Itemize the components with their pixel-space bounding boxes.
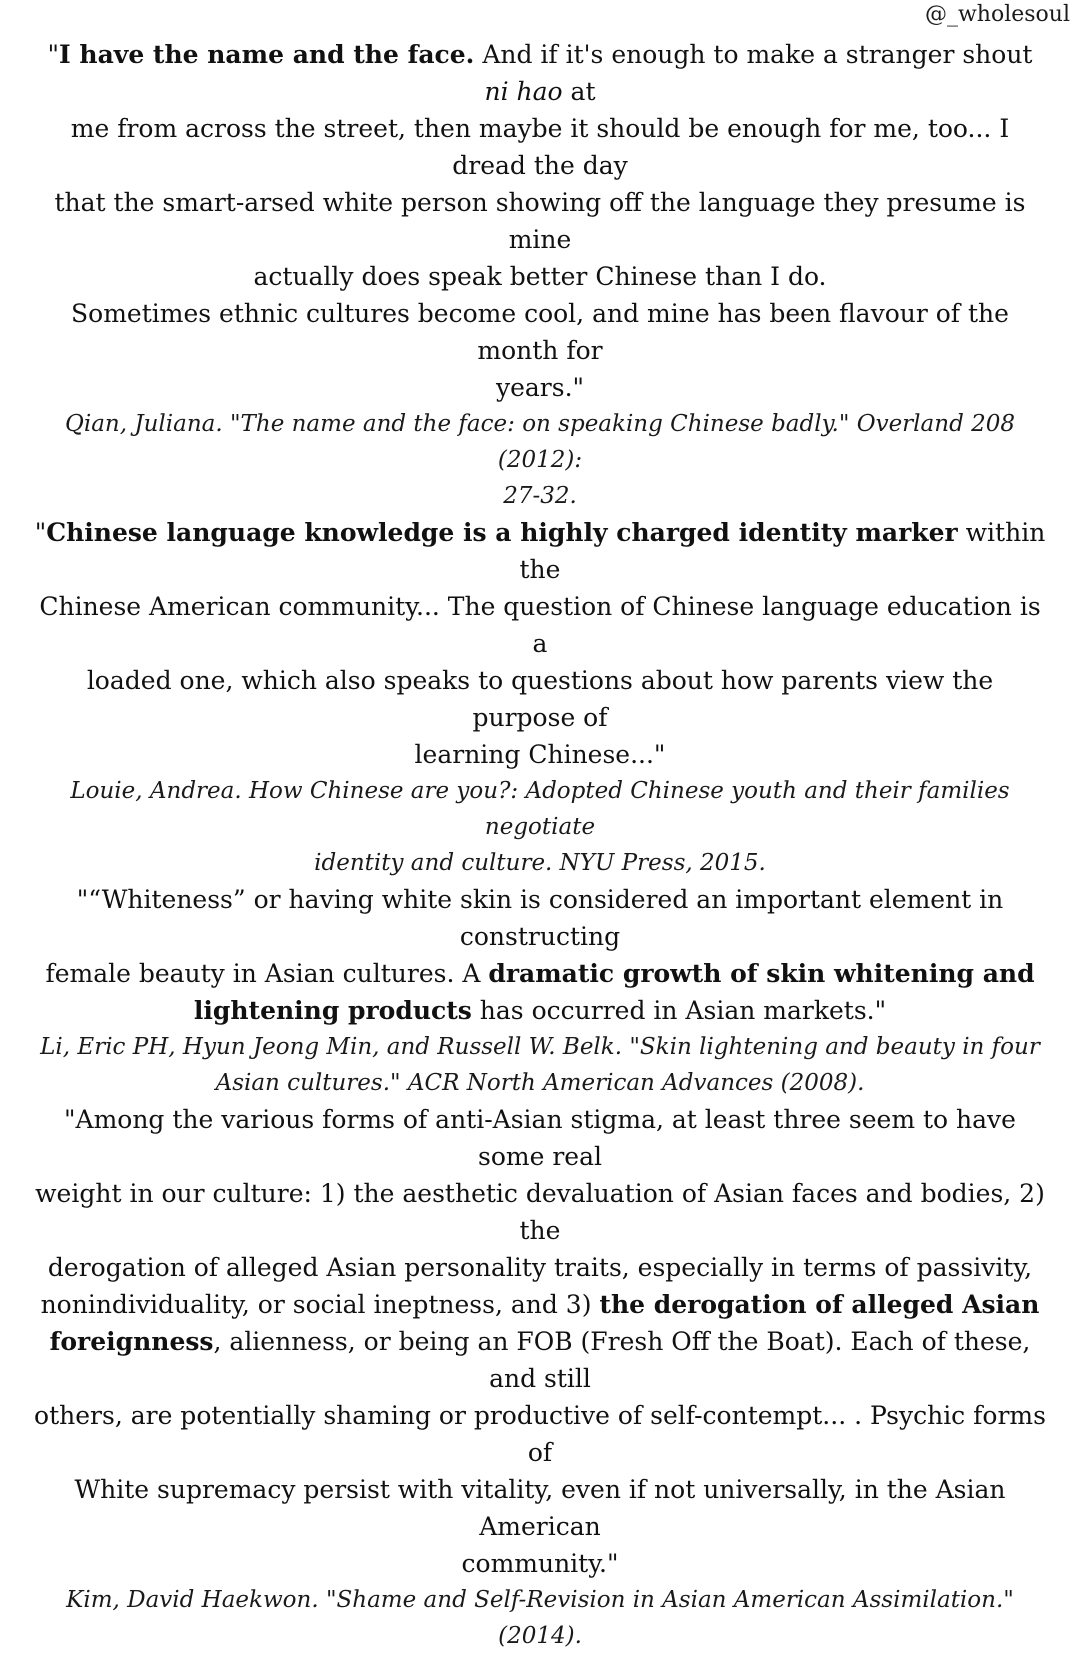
quote-kim — [32, 1101, 1048, 1582]
citation-louie — [32, 773, 1048, 881]
quote-line: "Among the various forms of anti-Asian stigma, at least three seem to have some real — [64, 1105, 1016, 1171]
citation-qian — [32, 406, 1048, 514]
quote-line: actually does speak better Chinese than I do. — [253, 262, 827, 291]
quote-line: others, are potentially shaming or productive of self-contempt... . Psychic forms of — [34, 1401, 1046, 1467]
citation-line: Louie, Andrea. How Chinese are you?: Adopted Chinese youth and their families negotiate — [70, 778, 1010, 840]
quote-line: "I have the name and the face. And if it's enough to make a stranger shout ni hao at — [47, 40, 1033, 106]
quote-line: lightening products has occurred in Asian markets." — [193, 996, 887, 1025]
bold-phrase: I have the name and the face. — [59, 40, 475, 69]
quote-line: weight in our culture: 1) the aesthetic devaluation of Asian faces and bodies, 2) the — [35, 1179, 1045, 1245]
citation-line: 27-32. — [503, 483, 577, 509]
quote-line: nonindividuality, or social ineptness, and 3) the derogation of alleged Asian — [40, 1290, 1040, 1319]
citation-line: Kim, David Haekwon. "Shame and Self-Revision in Asian American Assimilation." (2014). — [66, 1587, 1014, 1649]
quote-line: Chinese American community... The question of Chinese language education is a — [39, 592, 1041, 658]
quote-line: that the smart-arsed white person showing off the language they presume is mine — [54, 188, 1026, 254]
bold-phrase: the derogation of alleged Asian — [599, 1290, 1040, 1319]
quote-line: foreignness, alienness, or being an FOB (Fresh Off the Boat). Each of these, and still — [49, 1327, 1031, 1393]
quote-line: loaded one, which also speaks to questions about how parents view the purpose of — [86, 666, 994, 732]
italic-phrase: ni hao — [484, 77, 563, 106]
bold-phrase: Chinese language knowledge is a highly charged identity marker — [46, 518, 958, 547]
bold-phrase: dramatic growth of skin whitening and — [488, 959, 1035, 988]
quote-line: "Chinese language knowledge is a highly charged identity marker within the — [34, 518, 1046, 584]
quote-line: derogation of alleged Asian personality traits, especially in terms of passivity, — [47, 1253, 1033, 1282]
quote-qian — [32, 36, 1048, 406]
citation-line: Qian, Juliana. "The name and the face: on speaking Chinese badly." Overland 208 (2012): — [65, 411, 1015, 473]
quote-li — [32, 881, 1048, 1029]
citation-li — [32, 1029, 1048, 1101]
citation-kim — [32, 1582, 1048, 1654]
account-handle: @_wholesoul — [924, 2, 1070, 27]
quote-line: learning Chinese..." — [414, 740, 666, 769]
quote-louie — [32, 514, 1048, 773]
quote-line: me from across the street, then maybe it should be enough for me, too... I dread the day — [70, 114, 1010, 180]
citation-line: Asian cultures." ACR North American Advances (2008). — [215, 1070, 865, 1096]
quote-line: years." — [495, 373, 585, 402]
quote-line: female beauty in Asian cultures. A dramatic growth of skin whitening and — [45, 959, 1035, 988]
quote-collection — [32, 36, 1048, 1654]
quote-line: "“Whiteness” or having white skin is considered an important element in constructing — [76, 885, 1004, 951]
quote-line: White supremacy persist with vitality, even if not universally, in the Asian American — [74, 1475, 1006, 1541]
bold-phrase: lightening products — [193, 996, 472, 1025]
bold-phrase: foreignness — [49, 1327, 214, 1356]
citation-line: Li, Eric PH, Hyun Jeong Min, and Russell W. Belk. "Skin lightening and beauty in four — [40, 1034, 1040, 1060]
citation-line: identity and culture. NYU Press, 2015. — [314, 850, 766, 876]
quote-line: community." — [461, 1549, 619, 1578]
quote-line: Sometimes ethnic cultures become cool, and mine has been flavour of the month for — [71, 299, 1009, 365]
